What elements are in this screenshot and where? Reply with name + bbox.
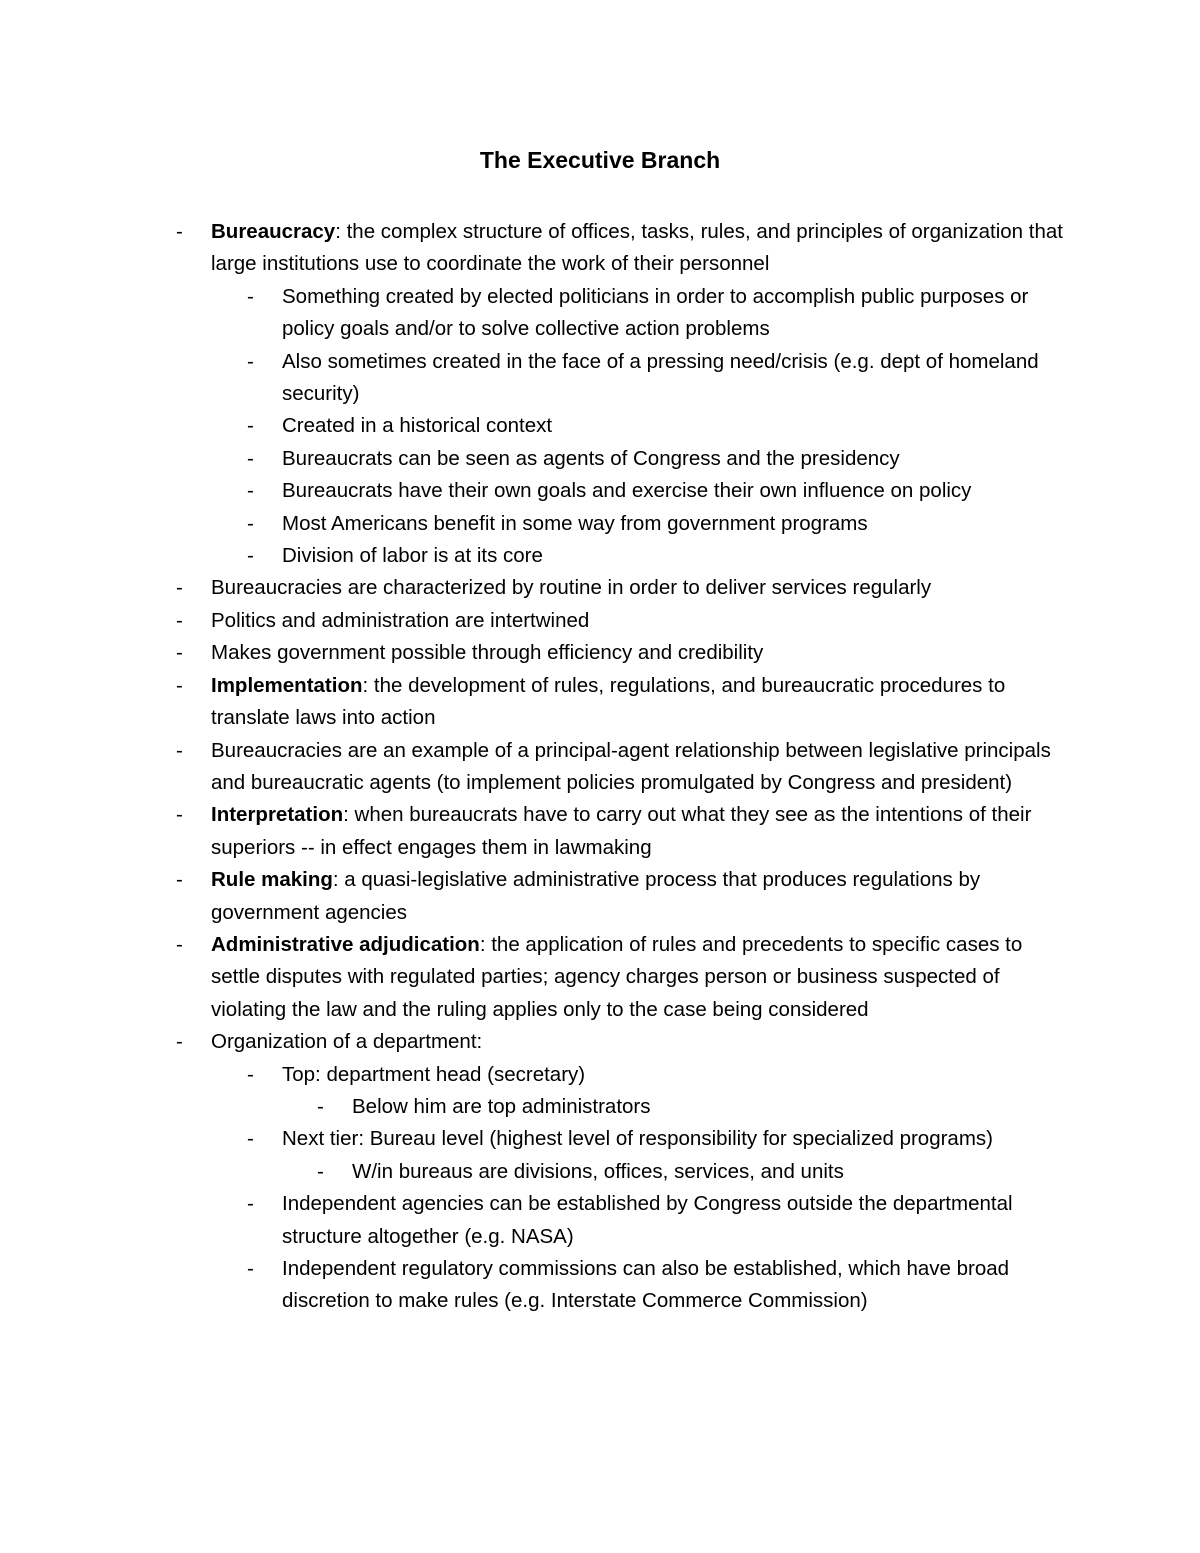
item-body: Independent agencies can be established by Congress outside the departmental structure altogether (e.g. NASA) [282, 1192, 1013, 1248]
bullet-dash: - [176, 1030, 183, 1054]
item-body: Top: department head (secretary) [282, 1062, 586, 1086]
item-text [282, 346, 1072, 411]
item-body: Bureaucrats can be seen as agents of Congress and the presidency [282, 446, 900, 470]
item-text [282, 1059, 1072, 1091]
list-item [0, 1123, 1072, 1155]
item-text [352, 1156, 1072, 1188]
bullet-dash: - [176, 803, 183, 827]
item-body: : the development of rules, regulations, and bureaucratic procedures to translate laws into action [211, 673, 1006, 730]
list-item [0, 475, 1072, 507]
list-item [0, 1188, 1072, 1253]
item-text [211, 735, 1071, 800]
item-text [282, 281, 1072, 346]
term-label: Implementation [211, 673, 363, 697]
notes-list [0, 216, 1200, 1318]
list-item [0, 1253, 1072, 1318]
bullet-dash: - [247, 1062, 254, 1086]
bullet-dash: - [176, 673, 183, 697]
list-item [0, 443, 1072, 475]
bullet-dash: - [176, 608, 183, 632]
bullet-dash: - [317, 1094, 324, 1118]
item-text [211, 799, 1071, 864]
list-item [0, 540, 1072, 572]
bullet-dash: - [247, 479, 254, 503]
list-item [0, 799, 1071, 864]
bullet-dash: - [176, 738, 183, 762]
item-body: Next tier: Bureau level (highest level of responsibility for specialized programs) [282, 1127, 993, 1151]
list-item [0, 735, 1071, 800]
bullet-dash: - [247, 349, 254, 373]
item-body: : the complex structure of offices, tasks, rules, and principles of organization that large institutions use to coordinate the work of their personnel [211, 220, 1063, 276]
item-body: Something created by elected politicians in order to accomplish public purposes or policy goals and/or to solve collective action problems [282, 284, 1029, 341]
item-text [211, 929, 1071, 1026]
item-body: Bureaucrats have their own goals and exercise their own influence on policy [282, 479, 972, 503]
list-item [0, 508, 1072, 540]
item-body: Politics and administration are intertwined [211, 608, 590, 632]
bullet-dash: - [317, 1159, 324, 1183]
term-label: Rule making [211, 868, 333, 892]
list-item [0, 864, 1071, 929]
list-item [0, 1026, 1071, 1058]
item-text [211, 572, 1071, 604]
bullet-dash: - [247, 414, 254, 438]
bullet-dash: - [247, 284, 254, 308]
term-label: Interpretation [211, 803, 344, 827]
item-text [211, 605, 1071, 637]
item-text [282, 475, 1072, 507]
list-item [0, 1156, 1072, 1188]
item-body: Also sometimes created in the face of a pressing need/crisis (e.g. dept of homeland security) [282, 349, 1039, 406]
list-item [0, 637, 1071, 669]
item-body: Organization of a department: [211, 1030, 483, 1054]
item-text [211, 670, 1071, 735]
item-text [211, 637, 1071, 669]
item-body: Bureaucracies are characterized by routine in order to deliver services regularly [211, 576, 932, 600]
page-title: The Executive Branch [479, 147, 721, 173]
term-label: Administrative adjudication [211, 932, 480, 956]
bullet-dash: - [176, 220, 183, 243]
item-body: Bureaucracies are an example of a principal-agent relationship between legislative principals and bureaucratic agents (to implement policies promulgated by Congress and president) [211, 738, 1051, 794]
item-body: W/in bureaus are divisions, offices, services, and units [352, 1159, 844, 1183]
item-body: : a quasi-legislative administrative process that produces regulations by government agencies [211, 868, 981, 924]
item-body: Created in a historical context [282, 414, 553, 438]
item-text [282, 410, 1072, 442]
bullet-dash: - [247, 1257, 254, 1280]
list-item [0, 216, 1071, 281]
bullet-dash: - [247, 511, 254, 535]
item-body: Most Americans benefit in some way from government programs [282, 511, 868, 535]
item-body: Makes government possible through efficiency and credibility [211, 641, 764, 665]
bullet-dash: - [176, 641, 183, 665]
list-item [0, 670, 1071, 735]
term-label: Bureaucracy [211, 220, 336, 243]
item-body: : the application of rules and precedents to specific cases to settle disputes with regulated parties; agency charges person or business suspected of violating the law and the ruling applies only to the case being considered [211, 932, 1023, 1021]
item-body: Below him are top administrators [352, 1094, 651, 1118]
list-item [0, 572, 1071, 604]
item-text [282, 508, 1072, 540]
item-body: Independent regulatory commissions can also be established, which have broad discretion to make rules (e.g. Interstate Commerce Commission) [282, 1257, 1010, 1313]
bullet-dash: - [176, 868, 183, 892]
bullet-dash: - [247, 1192, 254, 1216]
list-item [0, 410, 1072, 442]
bullet-dash: - [247, 544, 254, 568]
item-text [282, 443, 1072, 475]
bullet-dash: - [176, 576, 183, 600]
list-item [0, 929, 1071, 1026]
item-text [282, 1188, 1072, 1253]
item-body: : when bureaucrats have to carry out what they see as the intentions of their superiors -- in effect engages them in lawmaking [211, 803, 1032, 859]
bullet-dash: - [176, 932, 183, 956]
item-text [282, 1253, 1072, 1318]
list-item [0, 605, 1071, 637]
list-item [0, 1091, 1072, 1123]
item-text [211, 216, 1071, 281]
item-text [211, 1026, 1071, 1058]
list-item [0, 281, 1072, 346]
item-text [211, 864, 1071, 929]
item-text [282, 1123, 1072, 1155]
item-text [282, 540, 1072, 572]
list-item [0, 346, 1072, 411]
list-item [0, 1059, 1072, 1091]
item-body: Division of labor is at its core [282, 544, 543, 568]
bullet-dash: - [247, 1127, 254, 1151]
bullet-dash: - [247, 446, 254, 470]
item-text [352, 1091, 1072, 1123]
